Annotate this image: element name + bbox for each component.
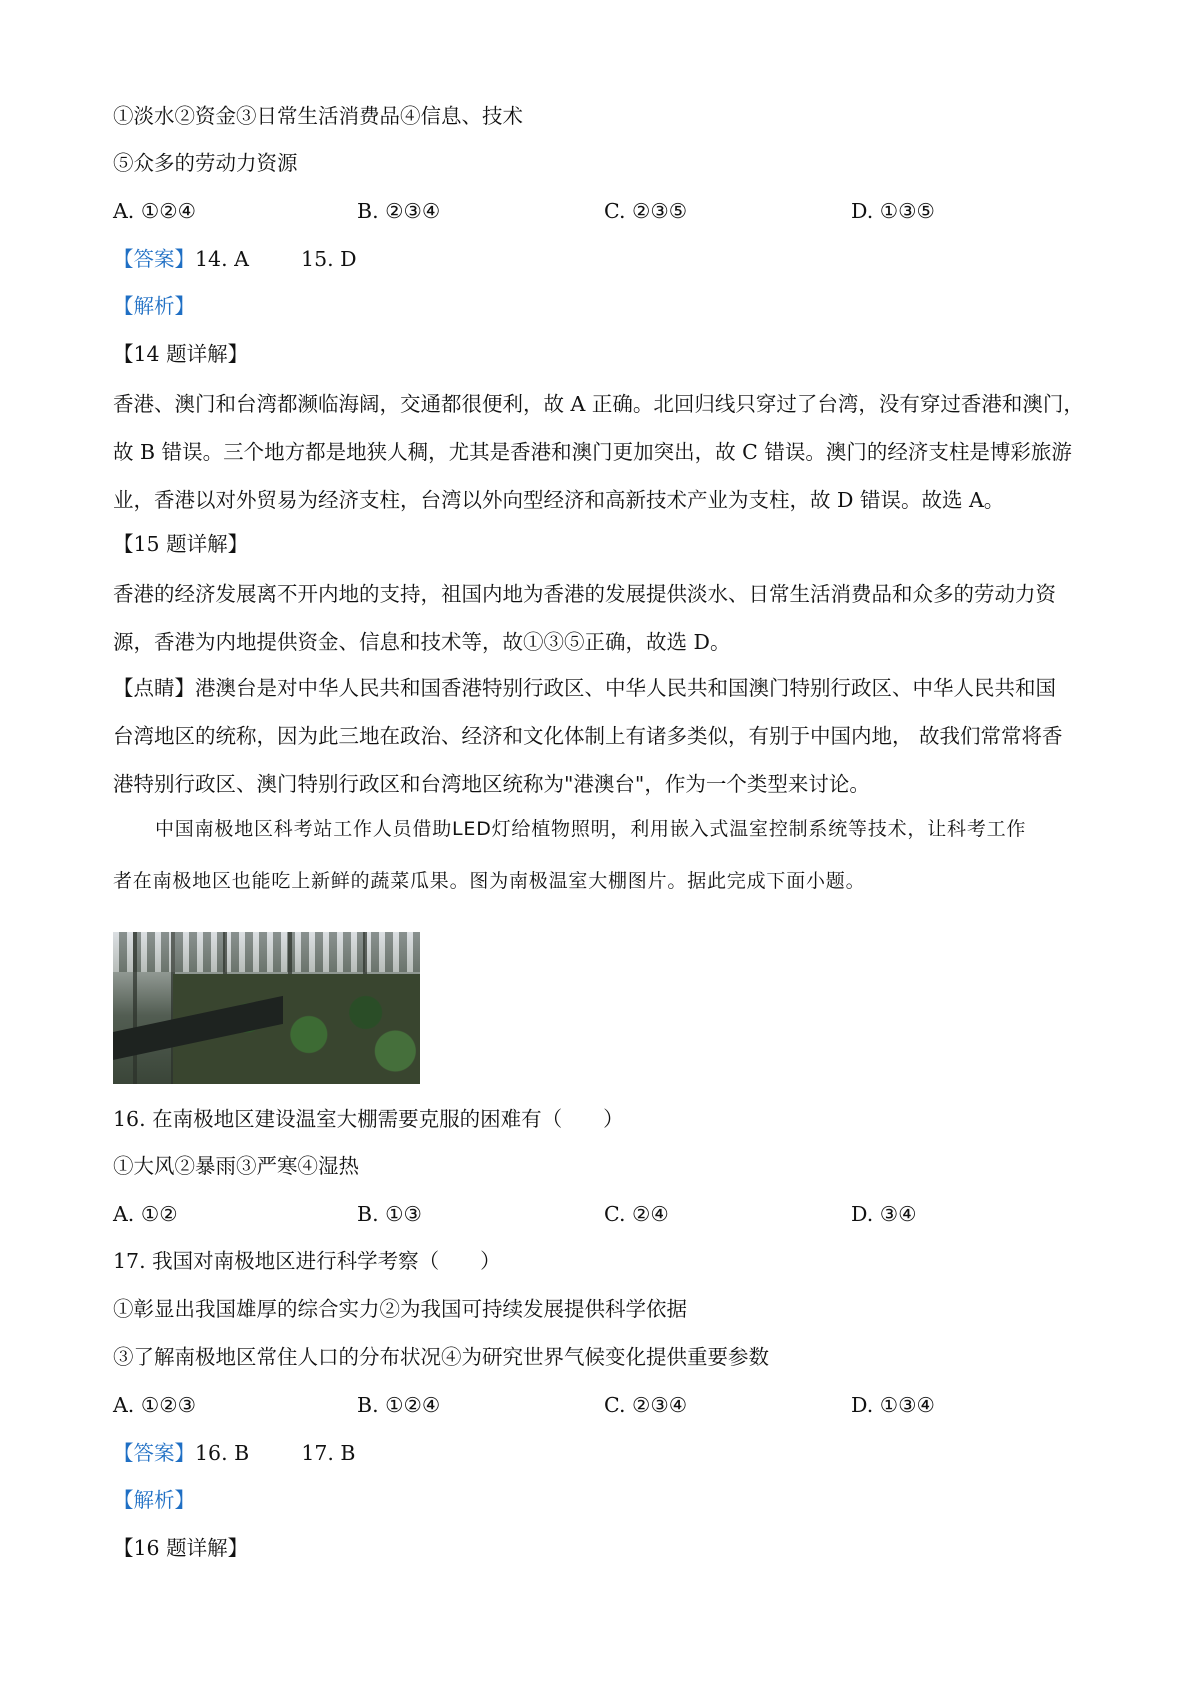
q16-stem: 16. 在南极地区建设温室大棚需要克服的困难有（ ） xyxy=(113,1107,624,1131)
q17-options-line2: ③了解南极地区常住人口的分布状况④为研究世界气候变化提供重要参数 xyxy=(113,1345,769,1369)
tip-body xyxy=(113,664,1098,808)
choice-a: A. ①② xyxy=(113,1202,178,1226)
detail-14-line: 香港、澳门和台湾都濒临海阔，交通都很便利，故 A 正确。北回归线只穿过了台湾，没有穿过香港和澳门， xyxy=(113,392,1084,416)
choice-c: C. ②③⑤ xyxy=(604,199,688,223)
choice-d: D. ③④ xyxy=(851,1202,917,1226)
answer-line-2 xyxy=(113,1438,356,1468)
detail-15-title: 【15 题详解】 xyxy=(113,532,249,556)
choice-c: C. ②④ xyxy=(604,1202,669,1226)
answer-text: 16. B 17. B xyxy=(195,1441,356,1465)
answer-tag: 【答案】 xyxy=(113,1441,195,1465)
detail-14-line: 业，香港以对外贸易为经济支柱，台湾以外向型经济和高新技术产业为支柱，故 D 错误。故选 A。 xyxy=(113,488,1005,512)
q16-options-line: ①大风②暴雨③严寒④湿热 xyxy=(113,1154,359,1178)
analysis-tag-2: 【解析】 xyxy=(113,1488,195,1512)
tip-line: 【点睛】港澳台是对中华人民共和国香港特别行政区、中华人民共和国澳门特别行政区、中华人民共和国 xyxy=(113,676,1056,700)
choice-b: B. ②③④ xyxy=(357,199,441,223)
q17-stem: 17. 我国对南极地区进行科学考察（ ） xyxy=(113,1249,501,1273)
analysis-tag-1: 【解析】 xyxy=(113,294,195,318)
passage-line: 者在南极地区也能吃上新鲜的蔬菜瓜果。图为南极温室大棚图片。据此完成下面小题。 xyxy=(113,870,866,892)
choice-a: A. ①②④ xyxy=(113,199,196,223)
answer-text: 14. A 15. D xyxy=(195,247,357,271)
passage-line: 中国南极地区科考站工作人员借助LED灯给植物照明，利用嵌入式温室控制系统等技术，让科考工作 xyxy=(155,818,1027,840)
tip-line: 港特别行政区、澳门特别行政区和台湾地区统称为"港澳台"，作为一个类型来讨论。 xyxy=(113,772,870,796)
detail-14-line: 故 B 错误。三个地方都是地狭人稠，尤其是香港和澳门更加突出，故 C 错误。澳门的经济支柱是博彩旅游 xyxy=(113,440,1072,464)
detail-14-body xyxy=(113,380,1098,524)
detail-16-title: 【16 题详解】 xyxy=(113,1536,249,1560)
detail-15-line: 源，香港为内地提供资金、信息和技术等，故①③⑤正确，故选 D。 xyxy=(113,630,731,654)
passage xyxy=(113,803,1098,907)
choice-c: C. ②③④ xyxy=(604,1393,688,1417)
q15-options-line2: ⑤众多的劳动力资源 xyxy=(113,151,298,175)
choice-d: D. ①③④ xyxy=(851,1393,935,1417)
detail-15-body xyxy=(113,570,1098,666)
q17-options-line1: ①彰显出我国雄厚的综合实力②为我国可持续发展提供科学依据 xyxy=(113,1297,687,1321)
answer-tag: 【答案】 xyxy=(113,247,195,271)
choice-b: B. ①③ xyxy=(357,1202,422,1226)
detail-15-line: 香港的经济发展离不开内地的支持，祖国内地为香港的发展提供淡水、日常生活消费品和众多的劳动力资 xyxy=(113,582,1056,606)
greenhouse-photo xyxy=(113,932,420,1084)
choice-b: B. ①②④ xyxy=(357,1393,441,1417)
choice-a: A. ①②③ xyxy=(113,1393,196,1417)
answer-line-1 xyxy=(113,244,357,274)
detail-14-title: 【14 题详解】 xyxy=(113,342,249,366)
q15-options-line1: ①淡水②资金③日常生活消费品④信息、技术 xyxy=(113,104,523,128)
choice-d: D. ①③⑤ xyxy=(851,199,935,223)
tip-line: 台湾地区的统称，因为此三地在政治、经济和文化体制上有诸多类似，有别于中国内地， 故我们常常将香 xyxy=(113,724,1063,748)
